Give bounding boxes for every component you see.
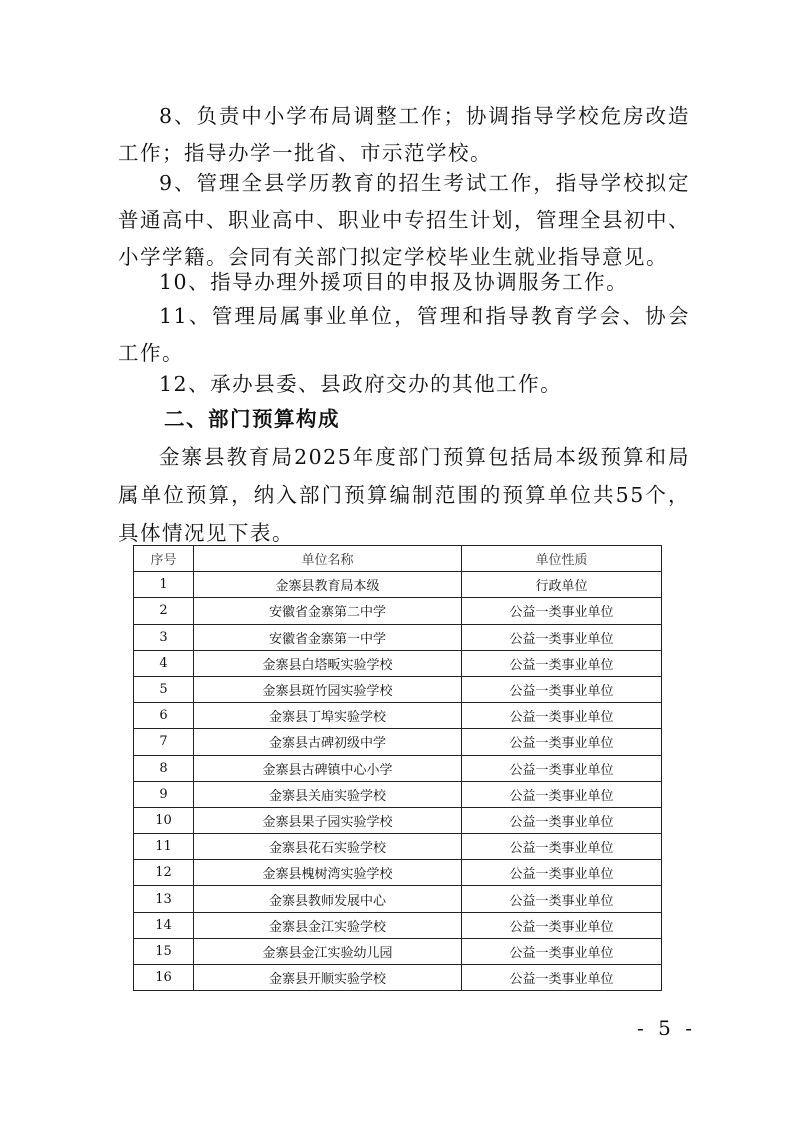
page-number: - 5 - [637,1016,696,1040]
cell-index: 13 [134,886,194,912]
cell-index: 9 [134,781,194,807]
cell-unit-type: 公益一类事业单位 [462,965,662,991]
table-row [134,703,662,729]
cell-unit-type: 公益一类事业单位 [462,703,662,729]
cell-unit-type: 公益一类事业单位 [462,938,662,964]
cell-unit-type: 公益一类事业单位 [462,860,662,886]
cell-unit-name: 金寨县金江实验幼儿园 [194,938,462,964]
cell-index: 16 [134,965,194,991]
table-row [134,781,662,807]
cell-unit-name: 金寨县金江实验学校 [194,912,462,938]
header-unit-type: 单位性质 [462,546,662,572]
table-row [134,572,662,598]
paragraph-item-11: 11、管理局属事业单位，管理和指导教育学会、协会工作。 [118,304,690,365]
table-row [134,860,662,886]
budget-units-table [133,545,662,991]
cell-index: 4 [134,650,194,676]
paragraph-item-10: 10、指导办理外援项目的申报及协调服务工作。 [159,270,629,294]
table-row [134,834,662,860]
table-header-row [134,546,662,572]
cell-unit-type: 公益一类事业单位 [462,598,662,624]
table-row [134,729,662,755]
cell-index: 1 [134,572,194,598]
cell-unit-type: 公益一类事业单位 [462,886,662,912]
cell-unit-type: 公益一类事业单位 [462,729,662,755]
table-row [134,676,662,702]
cell-unit-type: 公益一类事业单位 [462,624,662,650]
cell-unit-type: 公益一类事业单位 [462,650,662,676]
cell-index: 10 [134,807,194,833]
cell-index: 12 [134,860,194,886]
cell-unit-type: 公益一类事业单位 [462,676,662,702]
cell-unit-name: 金寨县开顺实验学校 [194,965,462,991]
cell-index: 15 [134,938,194,964]
cell-unit-type: 公益一类事业单位 [462,807,662,833]
table-row [134,965,662,991]
cell-unit-type: 公益一类事业单位 [462,834,662,860]
cell-index: 5 [134,676,194,702]
cell-unit-type: 行政单位 [462,572,662,598]
cell-index: 8 [134,755,194,781]
paragraph-item-9: 9、管理全县学历教育的招生考试工作，指导学校拟定普通高中、职业高中、职业中专招生计划，管理全县初中、小学学籍。会同有关部门拟定学校毕业生就业指导意见。 [118,171,690,269]
cell-index: 2 [134,598,194,624]
cell-index: 14 [134,912,194,938]
cell-unit-name: 金寨县教师发展中心 [194,886,462,912]
cell-unit-type: 公益一类事业单位 [462,755,662,781]
cell-unit-name: 金寨县古碑初级中学 [194,729,462,755]
cell-unit-name: 金寨县果子园实验学校 [194,807,462,833]
cell-unit-type: 公益一类事业单位 [462,781,662,807]
header-index: 序号 [134,546,194,572]
section-heading: 二、部门预算构成 [164,407,340,431]
cell-unit-name: 金寨县丁埠实验学校 [194,703,462,729]
cell-index: 6 [134,703,194,729]
cell-index: 3 [134,624,194,650]
cell-unit-name: 金寨县槐树湾实验学校 [194,860,462,886]
cell-unit-name: 金寨县古碑镇中心小学 [194,755,462,781]
cell-index: 11 [134,834,194,860]
cell-unit-name: 金寨县花石实验学校 [194,834,462,860]
paragraph-item-12: 12、承办县委、县政府交办的其他工作。 [159,372,563,396]
table-body [134,572,662,991]
table-row [134,650,662,676]
cell-unit-name: 金寨县斑竹园实验学校 [194,676,462,702]
cell-unit-name: 安徽省金寨第二中学 [194,598,462,624]
table-row [134,755,662,781]
cell-unit-name: 金寨县关庙实验学校 [194,781,462,807]
cell-unit-name: 金寨县白塔畈实验学校 [194,650,462,676]
table-row [134,807,662,833]
cell-unit-type: 公益一类事业单位 [462,912,662,938]
table-row [134,912,662,938]
intro-paragraph: 金寨县教育局2025年度部门预算包括局本级预算和局属单位预算，纳入部门预算编制范围的预算单位共55个，具体情况见下表。 [118,445,690,545]
table-row [134,886,662,912]
cell-unit-name: 金寨县教育局本级 [194,572,462,598]
paragraph-item-8: 8、负责中小学布局调整工作；协调指导学校危房改造工作；指导办学一批省、市示范学校。 [118,104,690,165]
cell-unit-name: 安徽省金寨第一中学 [194,624,462,650]
cell-index: 7 [134,729,194,755]
table-row [134,624,662,650]
table-row [134,938,662,964]
table-row [134,598,662,624]
header-unit-name: 单位名称 [194,546,462,572]
